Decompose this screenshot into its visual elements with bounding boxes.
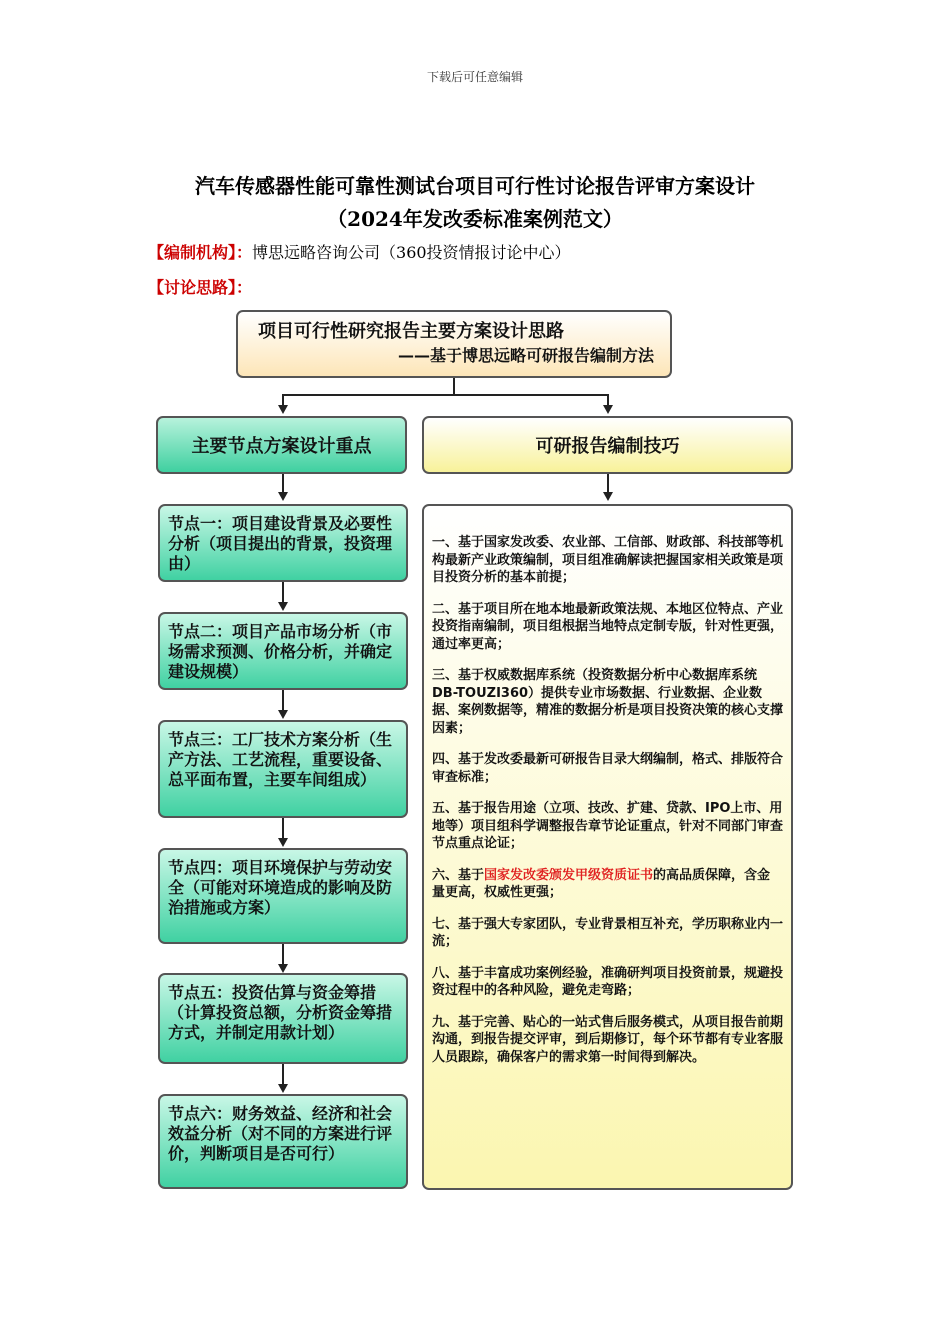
arrow-down-icon [603,405,613,414]
approach-label: 【讨论思路】： [148,278,253,297]
node-3: 节点三：工厂技术方案分析（生产方法、工艺流程，重要设备、总平面布置，主要车间组成） [158,720,408,818]
connector [282,394,609,396]
connector [282,818,284,838]
tip6-prefix: 六、基于 [432,867,485,883]
arrow-down-icon [278,405,288,414]
node-6: 节点六：财务效益、经济和社会效益分析（对不同的方案进行评价，判断项目是否可行） [158,1094,408,1189]
tip-item: 九、基于完善、贴心的一站式售后服务模式，从项目报告前期沟通，到报告提交评审，到后期修订，每个环节都有专业客服人员跟踪，确保客户的需求第一时间得到解决。 [432,1014,784,1065]
connector [282,582,284,602]
document-title [130,170,820,236]
tip-item: 八、基于丰富成功案例经验，准确研判项目投资前景，规避投资过程中的各种风险，避免走弯路； [432,965,784,998]
connector [282,474,284,492]
tip-item: 三、基于权威数据库系统（投资数据分析中心数据库系统DB-TOUZI360）提供专业市场数据、行业数据、企业数据、案例数据等，精准的数据分析是项目投资决策的核心支撑因素； [432,668,784,736]
connector [607,474,609,492]
tip-item: 一、基于国家发改委、农业部、工信部、财政部、科技部等机构最新产业政策编制，项目组准确解读把握国家相关政策是项目投资分析的基本前提； [432,535,784,585]
node-2: 节点二：项目产品市场分析（市场需求预测、价格分析，并确定建设规模） [158,612,408,690]
tip-item: 二、基于项目所在地本地最新政策法规、本地区位特点、产业投资指南编制，项目组根据当地特点定制专版，针对性更强，通过率更高； [432,601,784,652]
connector [282,1064,284,1084]
tip6-highlight: 国家发改委颁发甲级资质证书 [484,867,654,883]
arrow-down-icon [278,838,288,847]
node-1: 节点一：项目建设背景及必要性分析（项目提出的背景，投资理由） [158,504,408,582]
header-note: 下载后可任意编辑 [426,70,523,84]
connector [282,690,284,710]
tip-item: 四、基于发改委最新可研报告目录大纲编制，格式、排版符合审查标准； [432,752,784,785]
node-4: 节点四：项目环境保护与劳动安全（可能对环境造成的影响及防治措施或方案） [158,848,408,944]
connector [282,944,284,964]
arrow-down-icon [603,492,613,501]
arrow-down-icon [278,710,288,719]
arrow-down-icon [278,1084,288,1093]
tips-panel [422,504,793,1190]
top-box-line-1: 项目可行性研究报告主要方案设计思路 [258,321,564,342]
left-heading: 主要节点方案设计重点 [156,416,407,474]
tip-item-6 [432,867,783,902]
org-label: 【编制机构】： [148,243,253,262]
node-5: 节点五：投资估算与资金筹措（计算投资总额，分析资金筹措方式，并制定用款计划） [158,973,408,1064]
arrow-down-icon [278,602,288,611]
connector [453,378,455,395]
title-line-1: 汽车传感器性能可靠性测试台项目可行性讨论报告评审方案设计 [195,174,755,198]
approach-line [148,275,252,298]
tip-item: 七、基于强大专家团队，专业背景相互补充，学历职称业内一流； [432,916,784,949]
org-value: 博思远略咨询公司（360投资情报讨论中心） [252,243,571,262]
title-line-2: （2024年发改委标准案例范文） [327,207,623,231]
flowchart [150,302,800,1197]
tip-item: 五、基于报告用途（立项、技改、扩建、贷款、IPO上市、用地等）项目组科学调整报告章节论证重点，针对不同部门审查节点重点论证； [432,801,784,851]
flow-top-box [236,310,672,378]
tip6-suffix: 的高品质保障，含金量更高，权威性更强； [432,867,771,900]
org-line [148,240,571,263]
right-heading: 可研报告编制技巧 [422,416,793,474]
top-box-line-2: ——基于博思远略可研报告编制方法 [397,346,654,365]
arrow-down-icon [278,964,288,973]
arrow-down-icon [278,492,288,501]
